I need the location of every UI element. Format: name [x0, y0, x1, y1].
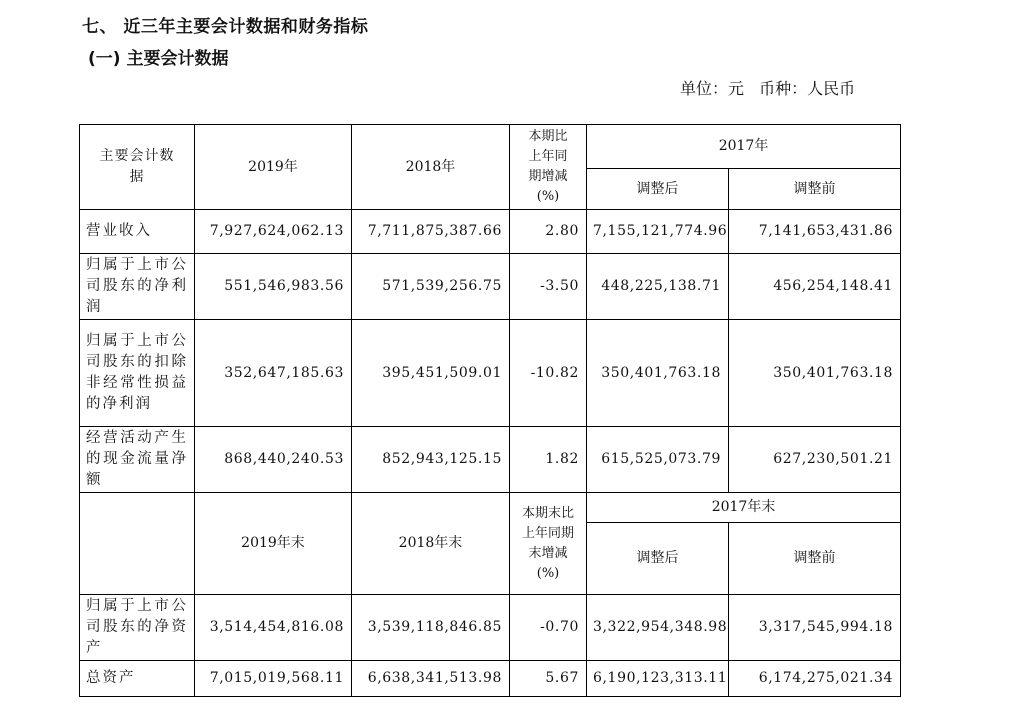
row-label: 归属于上市公司股东的净资产	[80, 595, 195, 661]
table-row	[80, 254, 901, 320]
header-adjusted-after: 调整后	[587, 169, 729, 210]
accounting-data-table	[79, 124, 901, 697]
cell-2017-before: 627,230,501.21	[729, 427, 901, 493]
cell-2019-end: 3,514,454,816.08	[195, 595, 352, 661]
cell-2017-after: 615,525,073.79	[587, 427, 729, 493]
header-2017-end: 2017年末	[587, 493, 901, 523]
table-row	[80, 320, 901, 427]
table-row	[80, 210, 901, 254]
cell-2019: 7,927,624,062.13	[195, 210, 352, 254]
cell-2019-end: 7,015,019,568.11	[195, 661, 352, 697]
row-label: 营业收入	[80, 210, 195, 254]
cell-change: 2.80	[510, 210, 587, 254]
cell-2018: 7,711,875,387.66	[352, 210, 510, 254]
header-adjusted-before: 调整前	[729, 169, 901, 210]
header-2018: 2018年	[352, 125, 510, 210]
unit-currency-line: 单位：元 币种：人民币	[680, 79, 856, 98]
header-change-pct-end: 本期末比上年同期末增减(%)	[510, 493, 587, 595]
cell-2018: 852,943,125.15	[352, 427, 510, 493]
cell-change: -3.50	[510, 254, 587, 320]
header-2019: 2019年	[195, 125, 352, 210]
cell-2018: 571,539,256.75	[352, 254, 510, 320]
cell-2019: 551,546,983.56	[195, 254, 352, 320]
row-label: 归属于上市公司股东的净利润	[80, 254, 195, 320]
cell-2018-end: 6,638,341,513.98	[352, 661, 510, 697]
cell-change: -10.82	[510, 320, 587, 427]
table-row	[80, 427, 901, 493]
cell-2019: 868,440,240.53	[195, 427, 352, 493]
cell-change: 1.82	[510, 427, 587, 493]
cell-2017-after-end: 6,190,123,313.11	[587, 661, 729, 697]
cell-2018: 395,451,509.01	[352, 320, 510, 427]
header-blank-cell	[80, 493, 195, 595]
section-heading: 七、 近三年主要会计数据和财务指标	[82, 17, 369, 37]
cell-2017-before-end: 6,174,275,021.34	[729, 661, 901, 697]
subsection-heading: (一) 主要会计数据	[88, 49, 229, 69]
row-label: 归属于上市公司股东的扣除非经常性损益的净利润	[80, 320, 195, 427]
header-2018-end: 2018年末	[352, 493, 510, 595]
cell-change-end: -0.70	[510, 595, 587, 661]
cell-2017-after-end: 3,322,954,348.98	[587, 595, 729, 661]
header-col-label: 主要会计数据	[80, 125, 195, 210]
row-label: 总资产	[80, 661, 195, 697]
table-row	[80, 595, 901, 661]
cell-2017-after: 448,225,138.71	[587, 254, 729, 320]
table-row	[80, 661, 901, 697]
cell-2017-before-end: 3,317,545,994.18	[729, 595, 901, 661]
cell-2018-end: 3,539,118,846.85	[352, 595, 510, 661]
cell-2017-before: 7,141,653,431.86	[729, 210, 901, 254]
row-label: 经营活动产生的现金流量净额	[80, 427, 195, 493]
cell-2017-after: 350,401,763.18	[587, 320, 729, 427]
header-2019-end: 2019年末	[195, 493, 352, 595]
header-2017: 2017年	[587, 125, 901, 169]
cell-change-end: 5.67	[510, 661, 587, 697]
header-adjusted-after-end: 调整后	[587, 523, 729, 595]
cell-2019: 352,647,185.63	[195, 320, 352, 427]
cell-2017-before: 350,401,763.18	[729, 320, 901, 427]
cell-2017-before: 456,254,148.41	[729, 254, 901, 320]
cell-2017-after: 7,155,121,774.96	[587, 210, 729, 254]
header-change-pct: 本期比上年同期增减(%)	[510, 125, 587, 210]
header-adjusted-before-end: 调整前	[729, 523, 901, 595]
